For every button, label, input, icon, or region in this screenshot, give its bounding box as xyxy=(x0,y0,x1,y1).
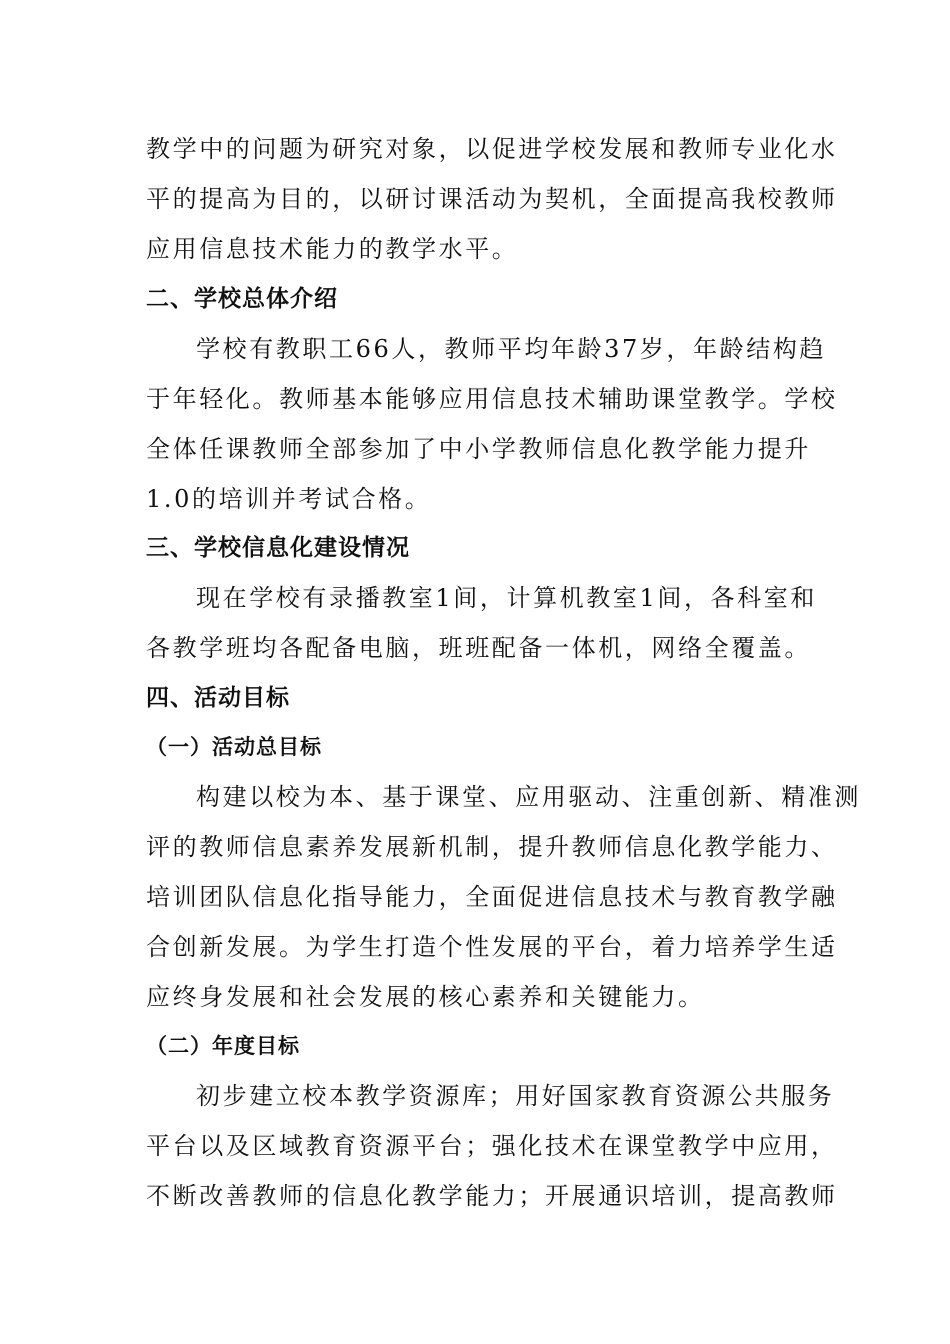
subsection-4-1-line-3: 培训团队信息化指导能力，全面促进信息技术与教育教学融 xyxy=(146,883,838,911)
section-3-line-2: 各教学班均各配备电脑，班班配备一体机，网络全覆盖。 xyxy=(146,634,811,662)
section-4-heading: 四、活动目标 xyxy=(146,685,290,711)
subsection-4-2-heading: （二）年度目标 xyxy=(146,1034,300,1058)
subsection-4-1-line-5: 应终身发展和社会发展的核心素养和关键能力。 xyxy=(146,983,705,1011)
section-2-line-3: 全体任课教师全部参加了中小学教师信息化教学能力提升 xyxy=(146,435,811,463)
subsection-4-2-line-1: 初步建立校本教学资源库；用好国家教育资源公共服务 xyxy=(196,1082,835,1110)
section-3-line-1: 现在学校有录播教室1间，计算机教室1间，各科室和 xyxy=(196,584,817,612)
subsection-4-1-heading: （一）活动总目标 xyxy=(146,735,322,759)
section-2-line-2: 于年轻化。教师基本能够应用信息技术辅助课堂教学。学校 xyxy=(146,385,838,413)
intro-line-3: 应用信息技术能力的教学水平。 xyxy=(146,235,519,263)
intro-line-2: 平的提高为目的，以研讨课活动为契机，全面提高我校教师 xyxy=(146,185,838,213)
subsection-4-2-line-2: 平台以及区域教育资源平台；强化技术在课堂教学中应用， xyxy=(146,1132,838,1160)
section-2-heading: 二、学校总体介绍 xyxy=(146,286,338,312)
section-3-heading: 三、学校信息化建设情况 xyxy=(146,535,410,561)
subsection-4-1-line-4: 合创新发展。为学生打造个性发展的平台，着力培养学生适 xyxy=(146,933,838,961)
subsection-4-1-line-2: 评的教师信息素养发展新机制，提升教师信息化教学能力、 xyxy=(146,833,838,861)
subsection-4-1-line-1: 构建以校为本、基于课堂、应用驱动、注重创新、精准测 xyxy=(196,783,861,811)
section-2-line-1: 学校有教职工66人，教师平均年龄37岁，年龄结构趋 xyxy=(196,335,827,363)
section-2-line-4: 1.0的培训并考试合格。 xyxy=(146,485,432,513)
intro-line-1: 教学中的问题为研究对象，以促进学校发展和教师专业化水 xyxy=(146,135,838,163)
subsection-4-2-line-3: 不断改善教师的信息化教学能力；开展通识培训，提高教师 xyxy=(146,1182,838,1210)
